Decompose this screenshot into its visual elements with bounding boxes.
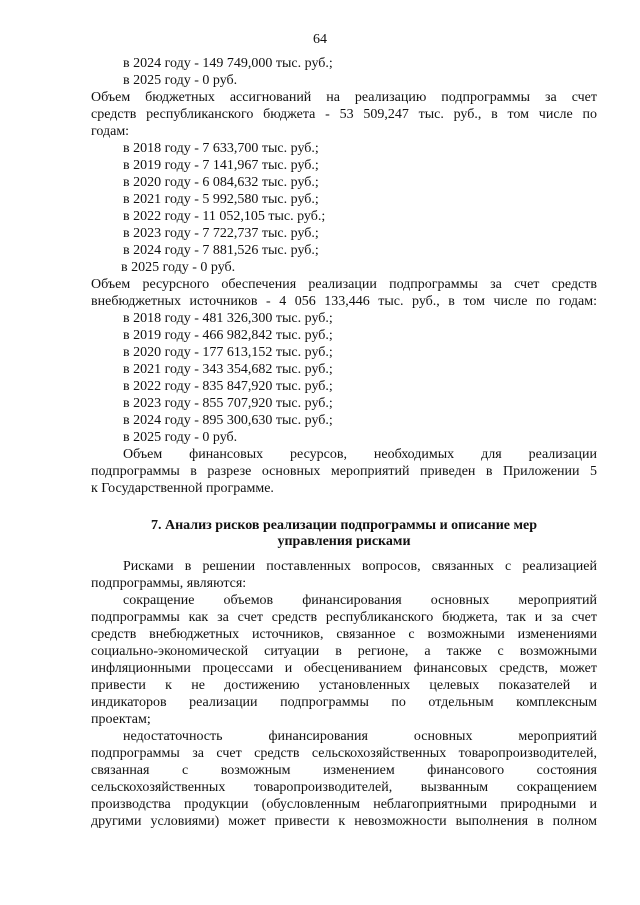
spacer (91, 550, 597, 558)
text-line: подпрограммы как за счет средств республиканского бюджета, так и за счет (91, 610, 597, 625)
text-line: внебюджетных источников - 4 056 133,446 тыс. руб., в том числе по годам: (91, 294, 597, 309)
text-line: Объем бюджетных ассигнований на реализацию подпрограммы за счет (91, 90, 597, 105)
list-item: в 2019 году - 466 982,842 тыс. руб.; (123, 328, 333, 343)
text-line: привести к не достижению установленных целевых показателей и (91, 678, 597, 693)
page-number: 64 (313, 32, 327, 47)
financial-resources-paragraph (91, 446, 597, 497)
text-line: связанная с возможным изменением финансового состояния (91, 763, 597, 778)
document-body (91, 55, 597, 830)
list-item: в 2024 году - 895 300,630 тыс. руб.; (123, 413, 333, 428)
text-line: подпрограммы за счет средств сельскохозяйственных товаропроизводителей, (91, 746, 597, 761)
text-line: Объем ресурсного обеспечения реализации подпрограммы за счет средств (91, 277, 597, 292)
text-line: Объем финансовых ресурсов, необходимых для реализации (123, 447, 597, 462)
text-line: средств внебюджетных источников, связанное с возможными изменениями (91, 627, 597, 642)
text-line: другими условиями) может привести к невозможности выполнения в полном (91, 814, 597, 829)
text-line: сокращение объемов финансирования основных мероприятий (123, 593, 597, 608)
text-line: годам: (91, 124, 130, 139)
list-item: в 2019 году - 7 141,967 тыс. руб.; (123, 158, 319, 173)
republican-budget-by-year-list (91, 140, 597, 276)
list-item: в 2024 году - 149 749,000 тыс. руб.; (123, 56, 333, 71)
text-line: средств республиканского бюджета - 53 509,247 тыс. руб., в том числе по (91, 107, 597, 122)
list-item: в 2023 году - 855 707,920 тыс. руб.; (123, 396, 333, 411)
list-item: в 2023 году - 7 722,737 тыс. руб.; (123, 226, 319, 241)
text-line: Рисками в решении поставленных вопросов, связанных с реализацией (123, 559, 597, 574)
list-item: в 2021 году - 5 992,580 тыс. руб.; (123, 192, 319, 207)
section-heading-line: управления рисками (277, 534, 411, 549)
text-line: к Государственной программе. (91, 481, 274, 496)
section-heading (91, 518, 597, 550)
text-line: подпрограммы в разрезе основных мероприятий приведен в Приложении 5 (91, 464, 597, 479)
text-line: социально-экономической ситуации в регионе, а также с возможными (91, 644, 597, 659)
funding-reduction-risk-paragraph (91, 592, 597, 728)
text-line: сельскохозяйственных товаропроизводителей, вызванным сокращением (91, 780, 597, 795)
list-item: в 2018 году - 481 326,300 тыс. руб.; (123, 311, 333, 326)
extrabudgetary-paragraph (91, 276, 597, 310)
budget-allocations-paragraph (91, 89, 597, 140)
list-item: в 2020 году - 177 613,152 тыс. руб.; (123, 345, 333, 360)
text-line: инфляционными процессами и обесцениванием финансовых средств, может (91, 661, 597, 676)
text-line: индикаторов реализации подпрограммы по отдельным комплексным (91, 695, 597, 710)
list-item: в 2024 году - 7 881,526 тыс. руб.; (123, 243, 319, 258)
text-line: недостаточность финансирования основных мероприятий (123, 729, 597, 744)
list-item: в 2018 году - 7 633,700 тыс. руб.; (123, 141, 319, 156)
list-item: в 2020 году - 6 084,632 тыс. руб.; (123, 175, 319, 190)
funding-2024-2025-list (91, 55, 597, 89)
list-item: в 2021 году - 343 354,682 тыс. руб.; (123, 362, 333, 377)
list-item: в 2022 году - 835 847,920 тыс. руб.; (123, 379, 333, 394)
risks-intro-paragraph (91, 558, 597, 592)
extrabudgetary-by-year-list (91, 310, 597, 446)
text-line: производства продукции (обусловленным неблагоприятными природными и (91, 797, 597, 812)
list-item: в 2025 году - 0 руб. (123, 73, 238, 88)
list-item: в 2025 году - 0 руб. (123, 430, 238, 445)
list-item: в 2025 году - 0 руб. (121, 260, 236, 275)
list-item: в 2022 году - 11 052,105 тыс. руб.; (123, 209, 326, 224)
section-heading-line: 7. Анализ рисков реализации подпрограммы и описание мер (150, 518, 538, 533)
text-line: подпрограммы, являются: (91, 576, 247, 591)
spacer (91, 497, 597, 518)
insufficient-funding-risk-paragraph (91, 728, 597, 830)
text-line: проектам; (91, 712, 151, 727)
